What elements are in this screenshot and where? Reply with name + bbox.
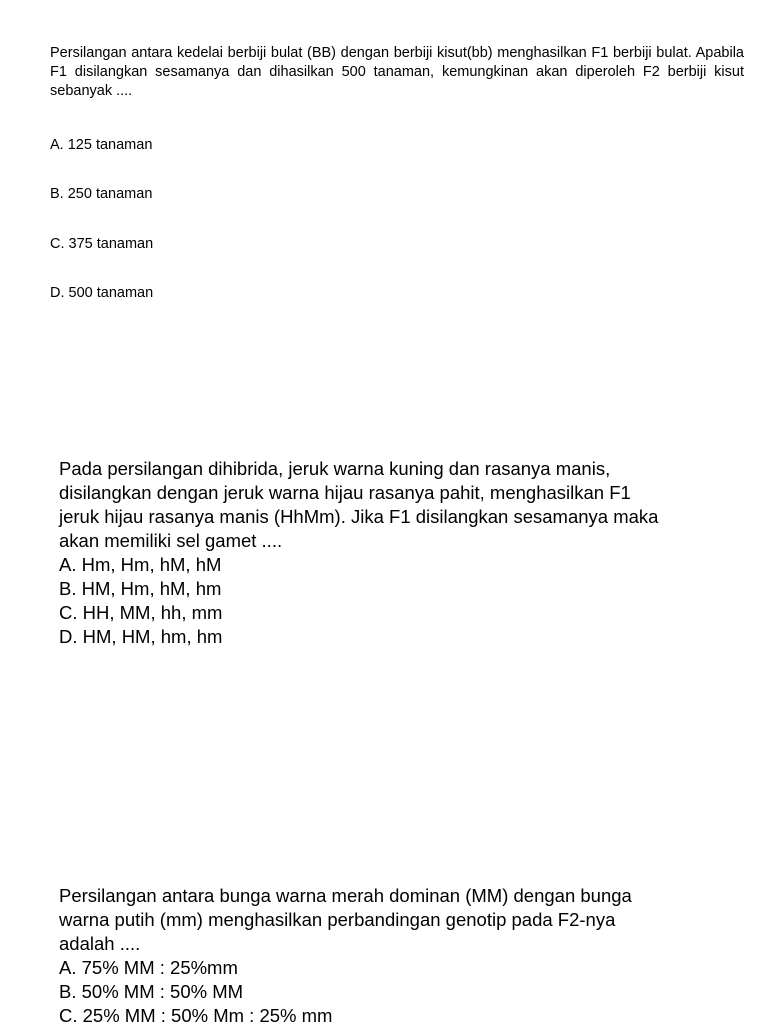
question-3-option-c: C. 25% MM : 50% Mm : 25% mm	[59, 1005, 333, 1026]
question-1-option-c: C. 375 tanaman	[50, 236, 154, 252]
question-3-option-a: A. 75% MM : 25%mm	[59, 957, 238, 978]
question-1-stem: Persilangan antara kedelai berbiji bulat (BB) dengan berbiji kisut(bb) menghasilkan F1 berbiji bulat. Apabila F1 disilangkan sesamanya dan dihasilkan 500 tanaman, kemungkinan akan diperoleh F2 berbiji kisut sebanyak ....	[50, 45, 744, 99]
question-1	[50, 44, 744, 301]
question-3-stem-line: adalah ....	[59, 933, 141, 954]
question-3-option-b: B. 50% MM : 50% MM	[59, 981, 244, 1002]
question-2-option-d: D. HM, HM, hm, hm	[59, 626, 223, 647]
question-2	[59, 457, 719, 649]
question-3-stem-line: Persilangan antara bunga warna merah dominan (MM) dengan bunga	[59, 885, 632, 906]
question-2-stem-line: jeruk hijau rasanya manis (HhMm). Jika F1 disilangkan sesamanya maka	[59, 506, 659, 527]
question-1-option-a: A. 125 tanaman	[50, 137, 153, 153]
question-3-stem-line: warna putih (mm) menghasilkan perbandingan genotip pada F2-nya	[59, 909, 616, 930]
question-1-option-d: D. 500 tanaman	[50, 285, 154, 301]
question-2-option-c: C. HH, MM, hh, mm	[59, 602, 223, 623]
question-2-stem-line: akan memiliki sel gamet ....	[59, 530, 283, 551]
question-2-option-b: B. HM, Hm, hM, hm	[59, 578, 222, 599]
question-3	[59, 884, 719, 1028]
question-1-option-b: B. 250 tanaman	[50, 186, 153, 202]
question-2-stem-line: Pada persilangan dihibrida, jeruk warna kuning dan rasanya manis,	[59, 458, 611, 479]
question-2-option-a: A. Hm, Hm, hM, hM	[59, 554, 222, 575]
question-2-stem-line: disilangkan dengan jeruk warna hijau rasanya pahit, menghasilkan F1	[59, 482, 631, 503]
